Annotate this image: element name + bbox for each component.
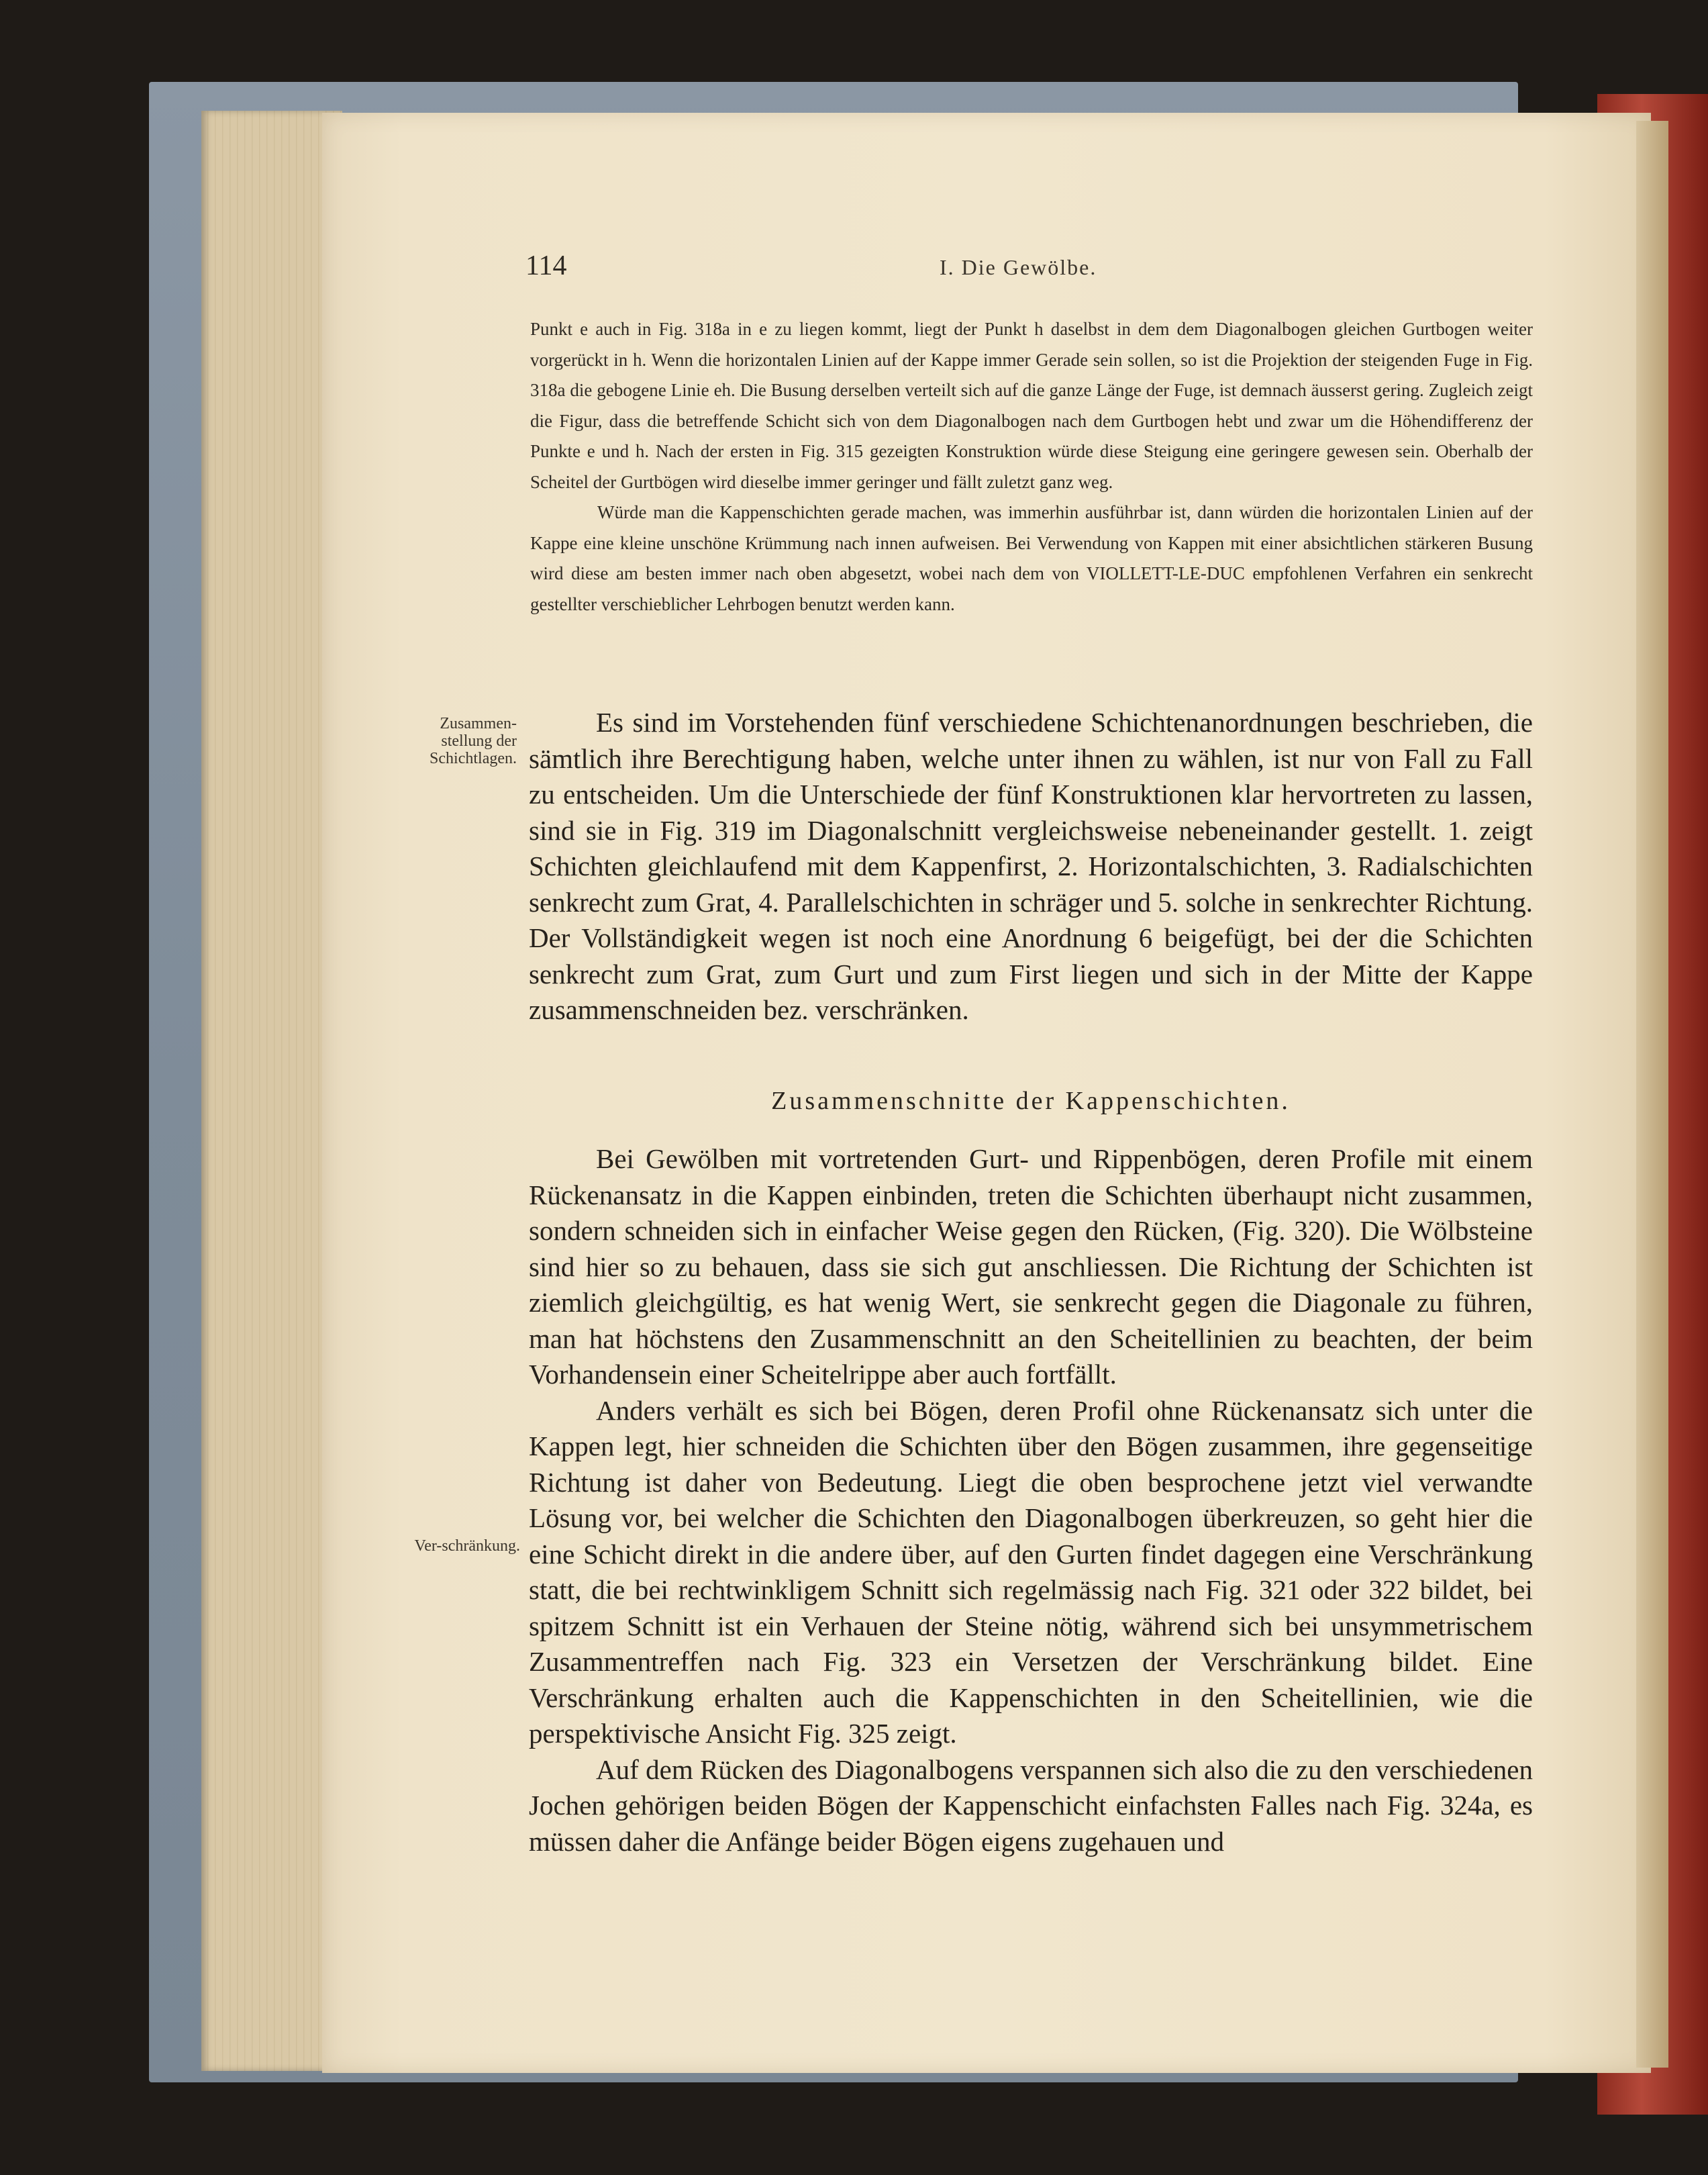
section-heading: Zusammenschnitte der Kappenschichten. [771,1087,1291,1115]
small-paragraph: Punkt e auch in Fig. 318a in e zu liegen kommt, liegt der Punkt h daselbst in dem dem Diagonalbogen gleichen Gurtbogen weiter vorgerückt in h. Wenn die horizontalen Linien auf der Kappe immer Gerade sein sollen, so ist die Projektion der steigenden Fuge in Fig. 318a die gebogene Linie eh. Die Busung derselben verteilt sich auf die ganze Länge der Fuge, ist demnach äusserst gering. Zugleich zeigt die Figur, dass die betreffende Schicht sich von dem Diagonalbogen nach dem Gurtbogen hebt und zwar um die Höhendifferenz der Punkte e und h. Nach der ersten in Fig. 315 gezeigten Konstruktion würde diese Steigung eine geringere gewesen sein. Oberhalb der Scheitel der Gurtbögen wird dieselbe immer geringer und fällt zuletzt ganz weg. [530,319,1533,492]
body-paragraph: Anders verhält es sich bei Bögen, deren Profil ohne Rückenansatz sich unter die Kappen legt, hier schneiden die Schichten über den Bögen zusammen, ihre gegenseitige Richtung ist daher von Bedeutung. Liegt die oben besprochene jetzt viel verwandte Lösung vor, bei welcher die Schichten den Diagonalbogen überkreuzen, so geht hier die eine Schicht direkt in die andere über, auf den Gurten findet dagegen eine Verschränkung statt, die bei rechtwinkligem Schnitt sich regelmässig nach Fig. 321 oder 322 bildet, bei spitzem Schnitt ist ein Verhauen der Steine nötig, während sich bei unsymmetrischem Zusammentreffen nach Fig. 323 ein Versetzen der Verschränkung bildet. Eine Verschränkung erhalten auch die Kappenschichten in den Scheitellinien, wie die perspektivische Ansicht Fig. 325 zeigt. [529,1394,1533,1749]
small-print-block [530,314,1533,620]
body-paragraph: Bei Gewölben mit vortretenden Gurt- und Rippenbögen, deren Profile mit einem Rückenansatz in die Kappen einbinden, treten die Schichten überhaupt nicht zusammen, sondern schneiden sich in einfacher Weise gegen den Rücken, (Fig. 320). Die Wölbsteine sind hier so zu behauen, dass sie sich gut anschliessen. Die Richtung der Schichten ist ziemlich gleichgültig, es hat wenig Wert, sie senkrecht gegen die Diagonale zu führen, man hat höchstens den Zusammenschnitt an den Scheitellinien zu beachten, der beim Vorhandensein einer Scheitelrippe aber auch fortfällt. [529,1143,1533,1390]
body-paragraph: Es sind im Vorstehenden fünf verschiedene Schichtenanordnungen beschrieben, die sämtlich ihre Berechtigung haben, welche unter ihnen zu wählen, ist nur von Fall zu Fall zu entscheiden. Um die Unterschiede der fünf Konstruktionen klar hervortreten zu lassen, sind sie in Fig. 319 im Diagonalschnitt vergleichsweise nebeneinander gestellt. 1. zeigt Schichten gleichlaufend mit dem Kappenfirst, 2. Horizontalschichten, 3. Radialschichten senkrecht zum Grat, 4. Parallelschichten in schräger und 5. solche in senkrechter Richtung. Der Vollständigkeit wegen ist noch eine Anordnung 6 beigefügt, bei der die Schichten senkrecht zum Grat, zum Gurt und zum First liegen und sich in der Mitte der Kappe zusammenschneiden bez. verschränken. [529,707,1533,1025]
small-paragraph: Würde man die Kappenschichten gerade machen, was immerhin ausführbar ist, dann würden die horizontalen Linien auf der Kappe eine kleine unschöne Krümmung nach innen aufweisen. Bei Verwendung von Kappen mit einer absichtlichen stärkeren Busung wird diese am besten immer nach oben abgesetzt, wobei nach dem von VIOLLETT-LE-DUC empfohlenen Verfahren ein senkrecht gestellter verschieblicher Lehrbogen benutzt werden kann. [530,502,1533,614]
running-head: I. Die Gewölbe. [940,255,1097,279]
margin-note-zusammenstellung: Zusammen-stellung der Schichtlagen. [430,715,517,767]
margin-note-verschraenkung: Ver-schränkung. [414,1537,520,1555]
body-paragraph: Auf dem Rücken des Diagonalbogens verspannen sich also die zu den verschiedenen Jochen gehörigen beiden Bögen der Kappenschicht einfachsten Falles nach Fig. 324a, es müssen daher die Anfänge beider Bögen eigens zugehauen und [529,1753,1533,1857]
main-text-block [529,705,1533,1028]
page-number: 114 [525,250,567,281]
section-text-block [529,1141,1533,1859]
